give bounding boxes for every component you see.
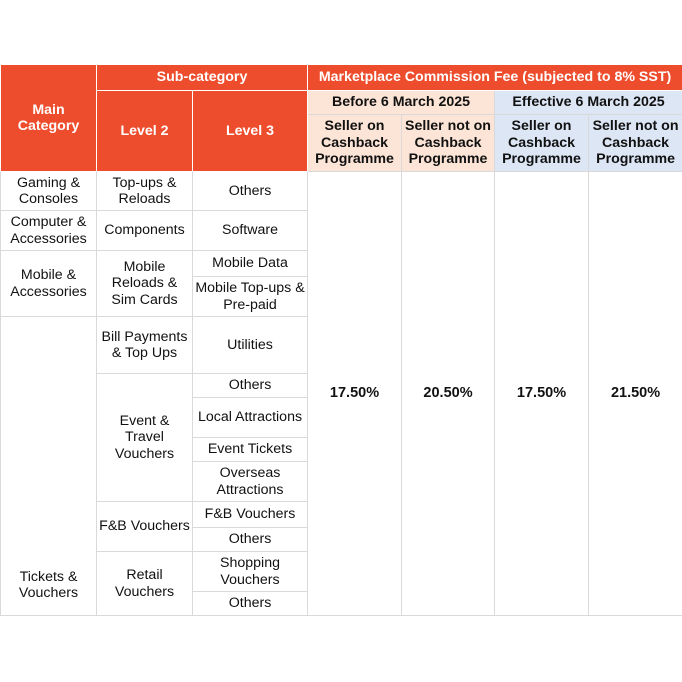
tickets-label: Tickets & Vouchers xyxy=(18,568,79,601)
level2-event: Event & Travel Vouchers xyxy=(97,374,193,502)
level3-overseas-attractions: Overseas Attractions xyxy=(193,462,308,502)
before-seller-not-on-header: Seller not on Cashback Programme xyxy=(402,115,495,172)
level3-fnb-vouchers: F&B Vouchers xyxy=(193,502,308,528)
level2-computer: Components xyxy=(97,211,193,251)
level3-mobile-data: Mobile Data xyxy=(193,251,308,277)
level3-fnb-others: Others xyxy=(193,528,308,552)
main-category-tickets xyxy=(1,317,97,616)
level3-event-others: Others xyxy=(193,374,308,398)
level2-fnb: F&B Vouchers xyxy=(97,502,193,552)
effective-date-header: Effective 6 March 2025 xyxy=(495,91,682,115)
main-category-mobile: Mobile & Accessories xyxy=(1,251,97,317)
level3-header: Level 3 xyxy=(193,91,308,172)
level2-retail: Retail Vouchers xyxy=(97,552,193,616)
fee-after-seller-on: 17.50% xyxy=(495,172,589,616)
level3-local-attractions: Local Attractions xyxy=(193,398,308,438)
level3-gaming: Others xyxy=(193,172,308,211)
before-date-header: Before 6 March 2025 xyxy=(308,91,495,115)
sub-category-header: Sub-category xyxy=(97,65,308,91)
main-category-header: Main Category xyxy=(1,65,97,172)
before-seller-on-header: Seller on Cashback Programme xyxy=(308,115,402,172)
main-category-computer: Computer & Accessories xyxy=(1,211,97,251)
fee-before-seller-on: 17.50% xyxy=(308,172,402,616)
level2-mobile: Mobile Reloads & Sim Cards xyxy=(97,251,193,317)
level2-header: Level 2 xyxy=(97,91,193,172)
fee-title-header: Marketplace Commission Fee (subjected to 8% SST) xyxy=(308,65,682,91)
level3-mobile-topups: Mobile Top-ups & Pre-paid xyxy=(193,277,308,317)
level2-bill: Bill Payments & Top Ups xyxy=(97,317,193,374)
after-seller-on-header: Seller on Cashback Programme xyxy=(495,115,589,172)
main-category-gaming: Gaming & Consoles xyxy=(1,172,97,211)
level3-shopping-vouchers: Shopping Vouchers xyxy=(193,552,308,592)
after-seller-not-on-header: Seller not on Cashback Programme xyxy=(589,115,682,172)
level3-retail-others: Others xyxy=(193,592,308,616)
page-bottom-margin xyxy=(0,618,682,682)
level2-gaming: Top-ups & Reloads xyxy=(97,172,193,211)
fee-before-seller-not-on: 20.50% xyxy=(402,172,495,616)
commission-fee-table xyxy=(0,64,682,616)
fee-after-seller-not-on: 21.50% xyxy=(589,172,682,616)
level3-event-tickets: Event Tickets xyxy=(193,438,308,462)
level3-utilities: Utilities xyxy=(193,317,308,374)
level3-computer: Software xyxy=(193,211,308,251)
